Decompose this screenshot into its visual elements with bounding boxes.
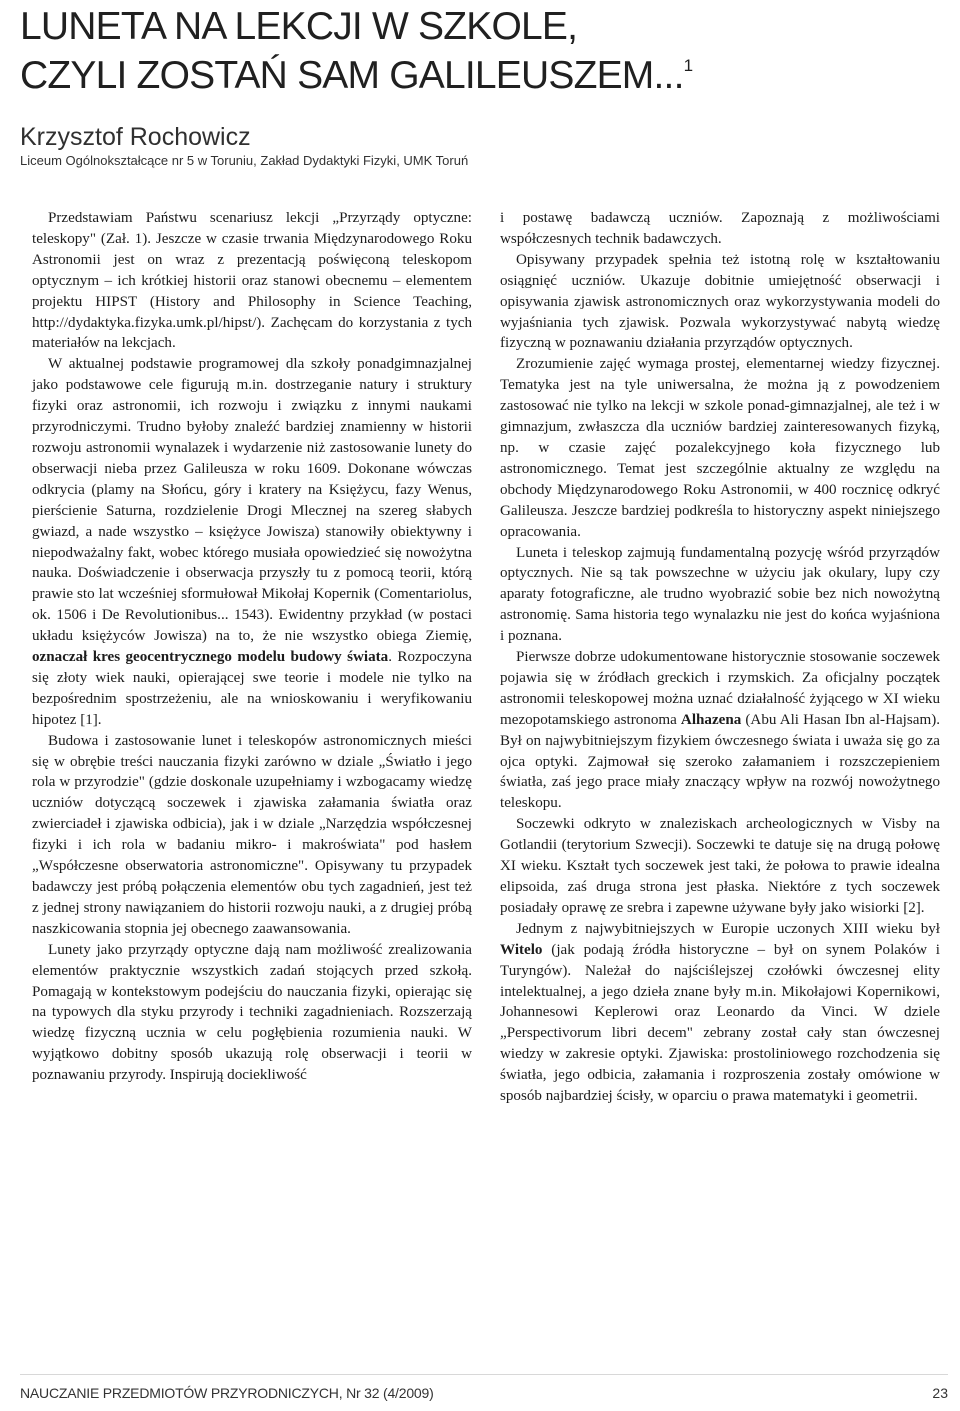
left-column [32, 208, 472, 1086]
bold-phrase: oznaczał kres geocentrycznego modelu budowy świata [32, 649, 389, 666]
paragraph-text: . Rozpoczyna się złoty wiek nauki, opierającej swe teorie i modele nie tylko na bezpośrednim spostrzeżeniu, ale na wnioskowaniu i weryfikowaniu hipotez [1]. [32, 649, 472, 728]
title-line-2 [20, 51, 950, 100]
paragraph [500, 919, 940, 1107]
title-line-2-text: CZYLI ZOSTAŃ SAM GALILEUSZEM... [20, 54, 684, 97]
paragraph: Soczewki odkryto w znaleziskach archeologicznych w Visby na Gotlandii (terytorium Szwecji). Soczewki te datuje się na drugą połowę XI wieku. Kształt tych soczewek jest taki, że połowa to prawie idealna elipsoida, zaś druga strona jest płaska. Niektóre z tych soczewek posiadały oprawę ze srebra i zapewne używane były jako wisiorki [2]. [500, 816, 940, 916]
right-column [500, 208, 940, 1107]
paragraph: i postawę badawczą uczniów. Zapoznają z możliwościami współczesnych technik badawczych. [500, 210, 940, 247]
paragraph-text: Jednym z najwybitniejszych w Europie uczonych XIII wieku był [516, 920, 940, 937]
bold-name: Alhazena [680, 711, 742, 728]
paragraph [500, 647, 940, 814]
paragraph-text: (Abu Ali Hasan Ibn al-Hajsam). Był on najwybitniejszym fizykiem ówczesnego świata i uważa się go za ojca optyki. Zajmował się szeroko załamaniem i rozszczepieniem światła, zaś jego prace miały znaczący wpływ na rozwój nowożytnego teleskopu. [500, 711, 940, 812]
page-number: 23 [932, 1385, 948, 1401]
paragraph-text: (jak podają źródła historyczne – był on synem Polaków i Turyngów). Należał do najściślejszej czołówki ówczesnej elity intelektualnej, a jego dzieła znane były m.in. Mikołajowi Kopernikowi, Johannesowi Keplerowi oraz Leonardo da Vinci. W dziele „Perspectivorum libri decem" zebrany został cały stan ówczesnej wiedzy w zakresie optyki. Zjawiska: prostoliniowego rozchodzenia się światła, jego odbicia, załamania i rozproszenia zostały omówione w sposób najbardziej ścisły, w oparciu o prawa matematyki i geometrii. [500, 941, 940, 1105]
article-title [20, 0, 950, 100]
title-line-1: LUNETA NA LEKCJI W SZKOLE, [20, 5, 578, 48]
article-header [20, 0, 950, 170]
paragraph: Opisywany przypadek spełnia też istotną rolę w kształtowaniu osiągnięć uczniów. Ukazuje dobitnie umiejętność obserwacji i opisywania zjawisk astronomicznych oraz wykorzystywania modeli do wyjaśniania tych zjawisk. Pozwala wykorzystywać nabytą wiedzę fizyczną w poznawaniu działania przyrządów optycznych. [500, 251, 940, 352]
paragraph-text: Pierwsze dobrze udokumentowane historycznie stosowanie soczewek pojawia się w źródłach greckich i rzymskich. Za oficjalny początek astronomii teleskopowej można uznać działalność żyjącego w XI wieku mezopotamskiego astronoma [500, 649, 940, 728]
footnote-mark: 1 [683, 56, 693, 75]
paragraph-text: W aktualnej podstawie programowej dla szkoły ponadgimnazjalnej jako podstawowe cele figurują m.in. dostrzeganie natury i struktury fizyki oraz astronomii, ich rozwoju i związku z innymi naukami przyrodniczymi. Trudno byłoby znaleźć bardziej znamienny w historii rozwoju astronomii wynalazek i wydarzenie niż zastosowanie lunety do obserwacji nieba przez Galileusza w roku 1609. Dokonane wówczas odkrycia (plamy na Słońcu, góry i kratery na Księżycu, fazy Wenus, pierścienie Saturna, rozdzielenie Drogi Mlecznej na szereg słabych gwiazd, a nade wszystko – księżyce Jowisza) stanowiły obiektywny i niepodważalny fakt, wobec którego musiała opowiedzieć się nowożytna nauka. Doświadczenie i obserwacja przyszły tu z pomocą teorii, którą prawie sto lat wcześniej sformułował Mikołaj Kopernik (Comentariolus, ok. 1506 i De Revolutionibus... 1543). Ewidentny przykład (w postaci układu księżyców Jowisza) na to, że nie wszystko obiega Ziemię, [32, 356, 472, 645]
paragraph: Zrozumienie zajęć wymaga prostej, elementarnej wiedzy fizycznej. Tematyka jest na tyle uniwersalna, że można ją z powodzeniem zastosować nie tylko na lekcji w szkole ponad-gimnazjalnej, ale też i w gimnazjum, zwłaszcza dla uczniów bardziej zainteresowanych fizyką, np. w czasie zajęć pozalekcyjnego koła fizycznego lub astronomicznego. Temat jest szczególnie aktualny ze względu na obchody Międzynarodowego Roku Astronomii, w 400 rocznicę odkryć Galileusza. Jeszcze bardziej podkreśla to historyczny aspekt niniejszego opracowania. [500, 356, 940, 540]
paragraph: Przedstawiam Państwu scenariusz lekcji „Przyrządy optyczne: teleskopy" (Zał. 1). Jeszcze w czasie trwania Międzynarodowego Roku Astronomii jest on wraz z prezentacją poświęconą teleskopom optycznym – ich krótkiej historii oraz stanowi obecnemu – elementem projektu HIPST (History and Philosophy in Science Teaching, http://dydaktyka.fizyka.umk.pl/hipst/). Zachęcam do korzystania z tych materiałów na lekcjach. [32, 210, 472, 352]
journal-citation: NAUCZANIE PRZEDMIOTÓW PRZYRODNICZYCH, Nr 32 (4/2009) [20, 1385, 434, 1401]
paragraph: Lunety jako przyrządy optyczne dają nam możliwość zrealizowania elementów praktycznie wszystkich zadań stojących przed szkołą. Pomagają w kontekstowym podejściu do nauczania fizyki, opierając się na typowych dla styku przyrody i techniki zagadnieniach. Rozszerzają wiedzę fizyczną ucznia w celu pogłębienia rozumienia nauki. W wyjątkowo dobitny sposób ukazują rolę obserwacji i teorii w poznawaniu przyrody. Inspirują dociekliwość [32, 941, 472, 1084]
paragraph [32, 354, 472, 730]
author-affiliation: Liceum Ogólnokształcące nr 5 w Toruniu, Zakład Dydaktyki Fizyki, UMK Toruń [20, 153, 469, 168]
page-footer [20, 1374, 948, 1403]
paragraph: Budowa i zastosowanie lunet i teleskopów astronomicznych mieści się w obrębie treści nauczania fizyki zarówno w dziale „Światło i jego rola w przyrodzie" (gdzie doskonale uzupełniamy i wzbogacamy wiedzę uczniów dotyczącą soczewek i zjawiska załamania światła oraz zwierciadeł i zjawiska odbicia), jak i w dziale „Narzędzia współczesnej fizyki i ich rola w badaniu mikro- i makroświata" pod hasłem „Współczesne obserwatoria astronomiczne". Opisywany tu przypadek badawczy jest próbą połączenia elementów obu tych zagadnień, jest też z jednej strony nawiązaniem do historii rozwoju nauki, a z drugiej próbą naszkicowania stopnia jej obecnego zaawansowania. [32, 732, 472, 937]
bold-name: Witelo [500, 941, 543, 958]
paragraph: Luneta i teleskop zajmują fundamentalną pozycję wśród przyrządów optycznych. Nie są tak powszechne w użyciu jak okulary, lupy czy aparaty fotograficzne, ale trudno wyobrazić sobie bez nich nowożytną astronomię. Sama historia tego wynalazku nie jest do końca wyjaśniona i poznana. [500, 544, 940, 645]
author-name: Krzysztof Rochowicz [20, 123, 251, 151]
